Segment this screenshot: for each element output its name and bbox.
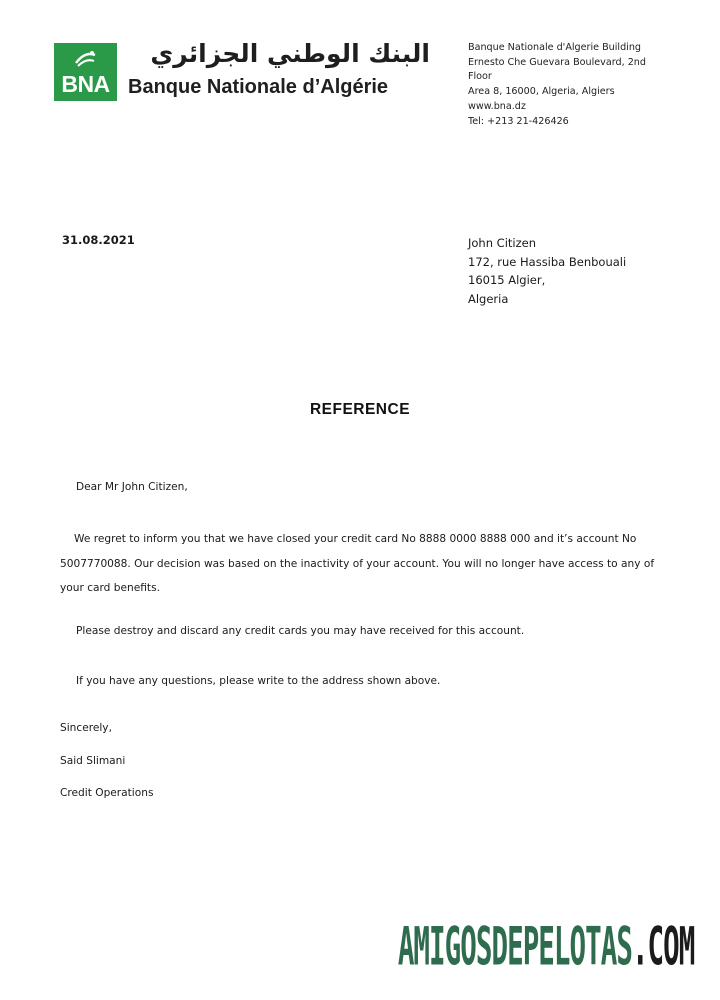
- recipient-address-block: [468, 234, 626, 308]
- closing: Sincerely,: [60, 722, 112, 734]
- body-paragraph-1: We regret to inform you that we have closed your credit card No 8888 0000 8888 000 and it’s account No 5007770088. Our decision was based on the inactivity of your account. You will no longer have access to any of your card benefits.: [60, 533, 655, 594]
- website-link[interactable]: www.bna.dz: [468, 100, 526, 112]
- recipient-city: 16015 Algier,: [468, 273, 546, 287]
- bank-name-arabic: البنك الوطني الجزائري: [150, 39, 430, 68]
- bank-emblem-icon: [72, 49, 99, 69]
- signer-title: Credit Operations: [60, 787, 154, 799]
- watermark-tld: .COM: [631, 917, 694, 979]
- bank-address-block: [468, 41, 668, 129]
- body-paragraph-2: Please destroy and discard any credit cards you may have received for this account.: [76, 625, 525, 637]
- body-paragraph-3: If you have any questions, please write to the address shown above.: [76, 675, 441, 687]
- recipient-name: John Citizen: [468, 236, 536, 250]
- logo-abbreviation: BNA: [61, 71, 110, 97]
- letter-date: 31.08.2021: [62, 233, 135, 247]
- recipient-country: Algeria: [468, 291, 509, 306]
- address-line: Area 8, 16000, Algeria, Algiers: [468, 86, 615, 98]
- site-watermark: [397, 917, 694, 979]
- address-line: Floor: [468, 71, 492, 83]
- salutation: Dear Mr John Citizen,: [76, 481, 188, 493]
- recipient-street: 172, rue Hassiba Benbouali: [468, 254, 627, 269]
- address-line: Banque Nationale d'Algerie Building: [468, 42, 642, 53]
- watermark-main: AMIGOSDEPELOTAS: [397, 917, 632, 979]
- phone-number: Tel: +213 21-426426: [468, 115, 569, 127]
- address-line: Ernesto Che Guevara Boulevard, 2nd: [468, 56, 646, 68]
- bank-name: Banque Nationale d’Algérie: [128, 76, 389, 98]
- letter-heading: REFERENCE: [309, 401, 411, 418]
- signer-name: Said Slimani: [60, 755, 126, 767]
- bna-logo: [54, 43, 117, 101]
